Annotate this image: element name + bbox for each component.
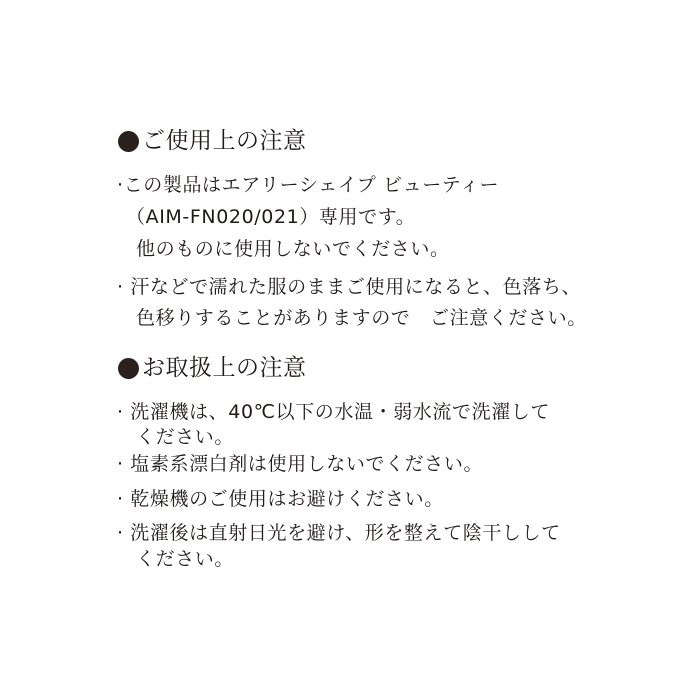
usage-line-5: 色移りすることがありますので ご注意ください。 xyxy=(136,307,587,329)
handling-line-1: · 洗濯機は、40℃以下の水温・弱水流で洗濯して xyxy=(117,401,550,423)
usage-line-1: ·この製品はエアリーシェイプ ビューティー xyxy=(117,174,500,196)
usage-line-3: 他のものに使用しないでください。 xyxy=(136,238,450,260)
handling-line-2: ください。 xyxy=(136,426,235,448)
handling-line-5: · 洗濯後は直射日光を避け、形を整えて陰干しして xyxy=(117,522,561,544)
usage-line-2: （AIM-FN020/021）専用です。 xyxy=(126,206,416,228)
handling-line-3: · 塩素系漂白剤は使用しないでください。 xyxy=(117,453,484,475)
bullet-dot-icon xyxy=(118,358,139,379)
section-title-text: ご使用上の注意 xyxy=(142,128,307,154)
handling-line-4: · 乾燥機のご使用はお避けください。 xyxy=(117,488,444,510)
section-title-text: お取扱上の注意 xyxy=(142,355,307,381)
handling-line-6: ください。 xyxy=(136,548,235,570)
usage-line-4: · 汗などで濡れた服のままご使用になると、色落ち、 xyxy=(117,276,582,298)
section-title-usage xyxy=(118,127,307,155)
bullet-dot-icon xyxy=(118,131,139,152)
section-title-handling xyxy=(118,354,307,382)
